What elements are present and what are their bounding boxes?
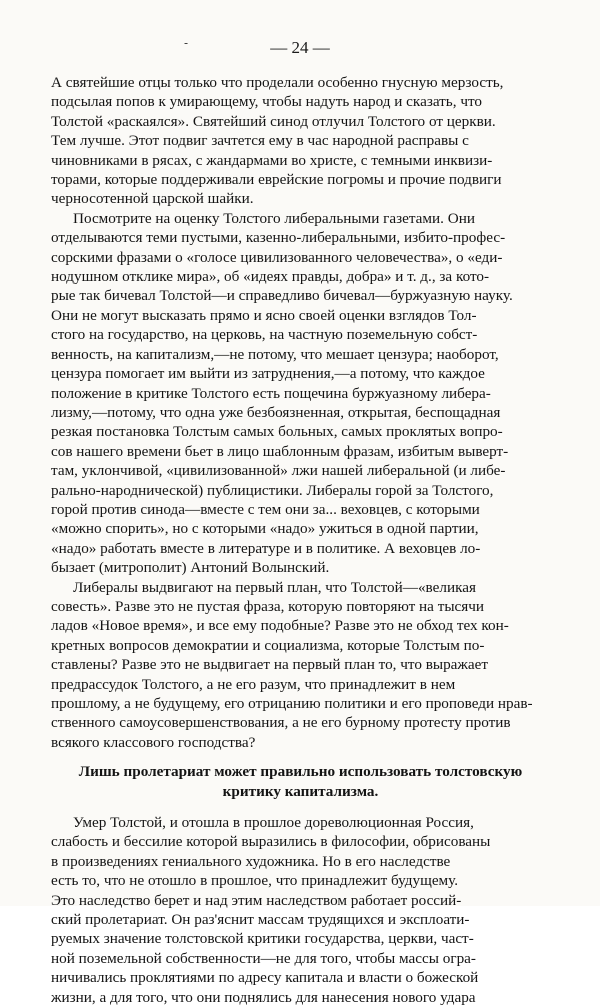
printer-mark: -	[184, 36, 189, 50]
text-line: прошлому, а не будущему, его отрицанию политики и его проповеди нрав-	[51, 695, 533, 712]
text-line: кретных вопросов демократии и социализма, которые Толстым по-	[51, 636, 485, 654]
text-line: чиновниками в рясах, с жандармами во христе, с темными инквизи-	[51, 151, 493, 169]
text-line: предрассудок Толстого, а не его разум, что принадлежит в нем	[51, 675, 456, 693]
text-line: ственного самоусовершенствования, а не его бурному протесту против	[51, 714, 511, 732]
text-line: Либералы выдвигают на первый план, что Толстой—«великая	[73, 578, 476, 596]
text-line: всякого классового господства?	[51, 733, 256, 751]
text-line: А святейшие отцы только что проделали особенно гнусную мерзость,	[51, 74, 504, 91]
text-line: «надо» работать вместе в литературе и в политике. А веховцев ло-	[51, 539, 481, 557]
text-line: горой против синода—вместе с тем они за... веховцев, с которыми	[51, 500, 480, 518]
text-line: есть то, что не отошло в прошлое, что принадлежит будущему.	[51, 872, 459, 890]
text-line: Посмотрите на оценку Толстого либеральными газетами. Они	[73, 209, 475, 227]
paragraph-1	[51, 73, 550, 209]
text-line: Тем лучше. Этот подвиг зачтется ему в час народной расправы с	[51, 132, 469, 150]
text-line: цензура помогает им выйти из затруднения,—а потому, что каждое	[51, 365, 485, 383]
text-line: жизни, а для того, что они поднялись для нанесения нового удара	[51, 988, 476, 1006]
paragraph-3	[51, 578, 550, 753]
text-line: ничивались проклятиями по адресу капитала и власти о божеской	[51, 969, 479, 987]
text-line: в произведениях гениального художника. Но в его наследстве	[51, 852, 451, 870]
text-line: Толстой «раскаялся». Святейший синод отлучил Толстого от церкви.	[51, 112, 496, 130]
text-line: резкая постановка Толстым самых больных, самых проклятых вопро-	[51, 423, 503, 441]
text-line: ной поземельной собственности—не для того, чтобы массы огра-	[51, 949, 476, 967]
text-line: сов нашего времени бьет в лицо шаблонным фразам, избитым выверт-	[51, 442, 509, 460]
text-line: совесть». Разве это не пустая фраза, которую повторяют на тысячи	[51, 597, 485, 615]
text-line: стого на государство, на церковь, на частную поземельную собст-	[51, 326, 478, 344]
text-line: сорскими фразами о «голосе цивилизованного человечества», о «еди-	[51, 248, 503, 266]
page-number: — 24 —	[270, 38, 330, 57]
text-line: Умер Толстой, и отошла в прошлое дореволюционная Россия,	[73, 814, 474, 832]
paragraph-4	[51, 813, 550, 1007]
text-line: торами, которые поддерживали еврейские погромы и прочие подвиги	[51, 171, 502, 189]
text-line: венность, на капитализм,—не потому, что мешает цензура; наоборот,	[51, 345, 499, 363]
text-line: рально-народнической) публицистики. Либералы горой за Толстого,	[51, 481, 494, 499]
text-line: черносотенной царской шайки.	[51, 190, 254, 208]
text-line: руемых значение толстовской критики государства, церкви, част-	[51, 930, 474, 948]
text-line: нодушном отклике мира», об «идеях правды, добра» и т. д., за кото-	[51, 268, 490, 286]
text-line: подсылая попов к умирающему, чтобы надуть народ и сказать, что	[51, 93, 482, 111]
text-line: там, уклончивой, «цивилизованной» лжи нашей либеральной (и либе-	[51, 462, 506, 480]
text-line: ставлены? Разве это не выдвигает на первый план то, что выражает	[51, 656, 489, 674]
text-line: слабость и бессилие которой выразились в философии, обрисованы	[51, 833, 491, 851]
paragraph-2	[51, 209, 550, 578]
heading-line: критику капитализма.	[222, 782, 379, 800]
text-line: ский пролетариат. Он раз'яснит массам трудящихся и эксплоати-	[51, 911, 470, 929]
text-line: «можно спорить», но с которыми «надо» ужиться в одной партии,	[51, 520, 479, 538]
text-line: лизму,—потому, что одна уже безбоязненная, открытая, беспощадная	[51, 403, 501, 421]
text-line: положение в критике Толстого есть пощечина буржуазному либера-	[51, 384, 491, 402]
section-heading	[51, 762, 550, 801]
text-line: Они не могут высказать прямо и ясно своей оценки взглядов Тол-	[51, 306, 477, 324]
text-line: ладов «Новое время», и все ему подобные? Разве это не обход тех кон-	[51, 617, 509, 635]
text-line: Это наследство берет и над этим наследством работает россий-	[51, 891, 462, 909]
page-body	[51, 73, 550, 1007]
text-line: отделываются теми пустыми, казенно-либеральными, избито-профес-	[51, 229, 506, 247]
text-line: бызает (митрополит) Антоний Волынский.	[51, 559, 330, 577]
text-line: рые так бичевал Толстой—и справедливо бичевал—буржуазную науку.	[51, 287, 513, 305]
heading-line: Лишь пролетариат может правильно использовать толстовскую	[78, 763, 523, 781]
